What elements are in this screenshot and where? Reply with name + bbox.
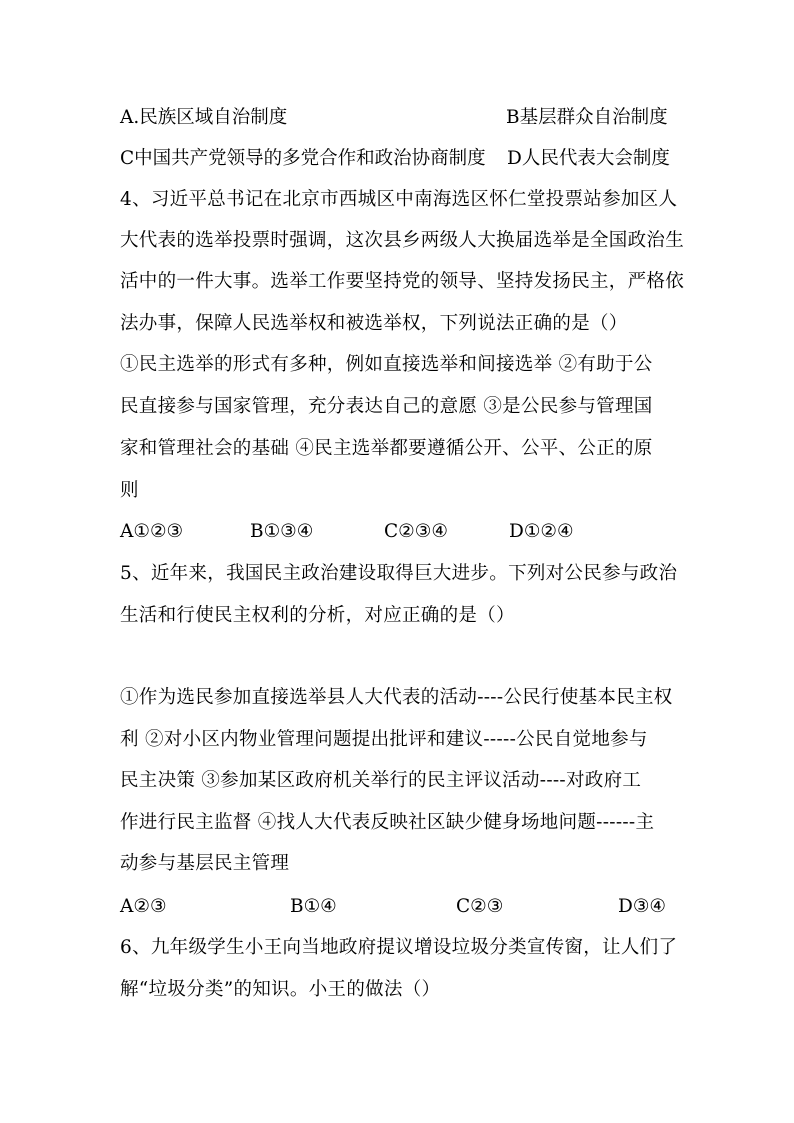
q5-item-line-3: 民主决策 ③参加某区政府机关举行的民主评议活动----对政府工 bbox=[120, 770, 642, 791]
q5-stem-line-1: 5、近年来，我国民主政治建设取得巨大进步。下列对公民参与政治 bbox=[120, 563, 678, 584]
q6-stem-line-2: 解“垃圾分类”的知识。小王的做法（） bbox=[120, 979, 441, 1000]
q5-item-line-4: 作进行民主监督 ④找人大代表反映社区缺少健身场地问题------主 bbox=[120, 812, 655, 833]
q4-item-line-4: 则 bbox=[120, 480, 139, 501]
q4-stem-line-2: 大代表的选举投票时强调，这次县乡两级人大换届选举是全国政治生 bbox=[120, 230, 685, 251]
q5-option-d: D③④ bbox=[618, 896, 667, 917]
q4-option-d: D①②④ bbox=[509, 521, 574, 542]
q5-stem-line-2: 生活和行使民主权利的分析，对应正确的是（） bbox=[120, 605, 515, 626]
q5-item-line-5: 动参与基层民主管理 bbox=[120, 853, 290, 874]
q4-option-a: A①②③ bbox=[120, 521, 184, 542]
q4-item-line-1: ①民主选举的形式有多种，例如直接选举和间接选举 ②有助于公 bbox=[120, 354, 653, 375]
q4-item-line-3: 家和管理社会的基础 ④民主选举都要遵循公开、公平、公正的原 bbox=[120, 438, 653, 459]
q4-stem-line-1: 4、习近平总书记在北京市西城区中南海选区怀仁堂投票站参加区人 bbox=[120, 189, 678, 210]
q4-option-b: B①③④ bbox=[250, 521, 314, 542]
q3-option-b: B基层群众自治制度 bbox=[506, 107, 668, 128]
q5-item-line-1: ①作为选民参加直接选举县人大代表的活动----公民行使基本民主权 bbox=[120, 687, 673, 708]
q5-item-line-2: 利 ②对小区内物业管理问题提出批评和建议-----公民自觉地参与 bbox=[120, 729, 648, 750]
q4-stem-line-3: 活中的一件大事。选举工作要坚持党的领导、坚持发扬民主，严格依 bbox=[120, 271, 685, 292]
q3-option-c: C中国共产党领导的多党合作和政治协商制度 bbox=[120, 148, 486, 169]
q4-option-c: C②③④ bbox=[384, 521, 448, 542]
q3-option-d: D人民代表大会制度 bbox=[507, 148, 670, 169]
q5-option-b: B①④ bbox=[290, 896, 337, 917]
q4-item-line-2: 民直接参与国家管理，充分表达自己的意愿 ③是公民参与管理国 bbox=[120, 396, 653, 417]
q6-stem-line-1: 6、九年级学生小王向当地政府提议增设垃圾分类宣传窗，让人们了 bbox=[120, 937, 678, 958]
q5-option-a: A②③ bbox=[120, 896, 167, 917]
q3-option-a: A.民族区域自治制度 bbox=[120, 107, 288, 128]
q5-option-c: C②③ bbox=[456, 896, 504, 917]
q4-stem-line-4: 法办事，保障人民选举权和被选举权，下列说法正确的是（） bbox=[120, 313, 628, 334]
